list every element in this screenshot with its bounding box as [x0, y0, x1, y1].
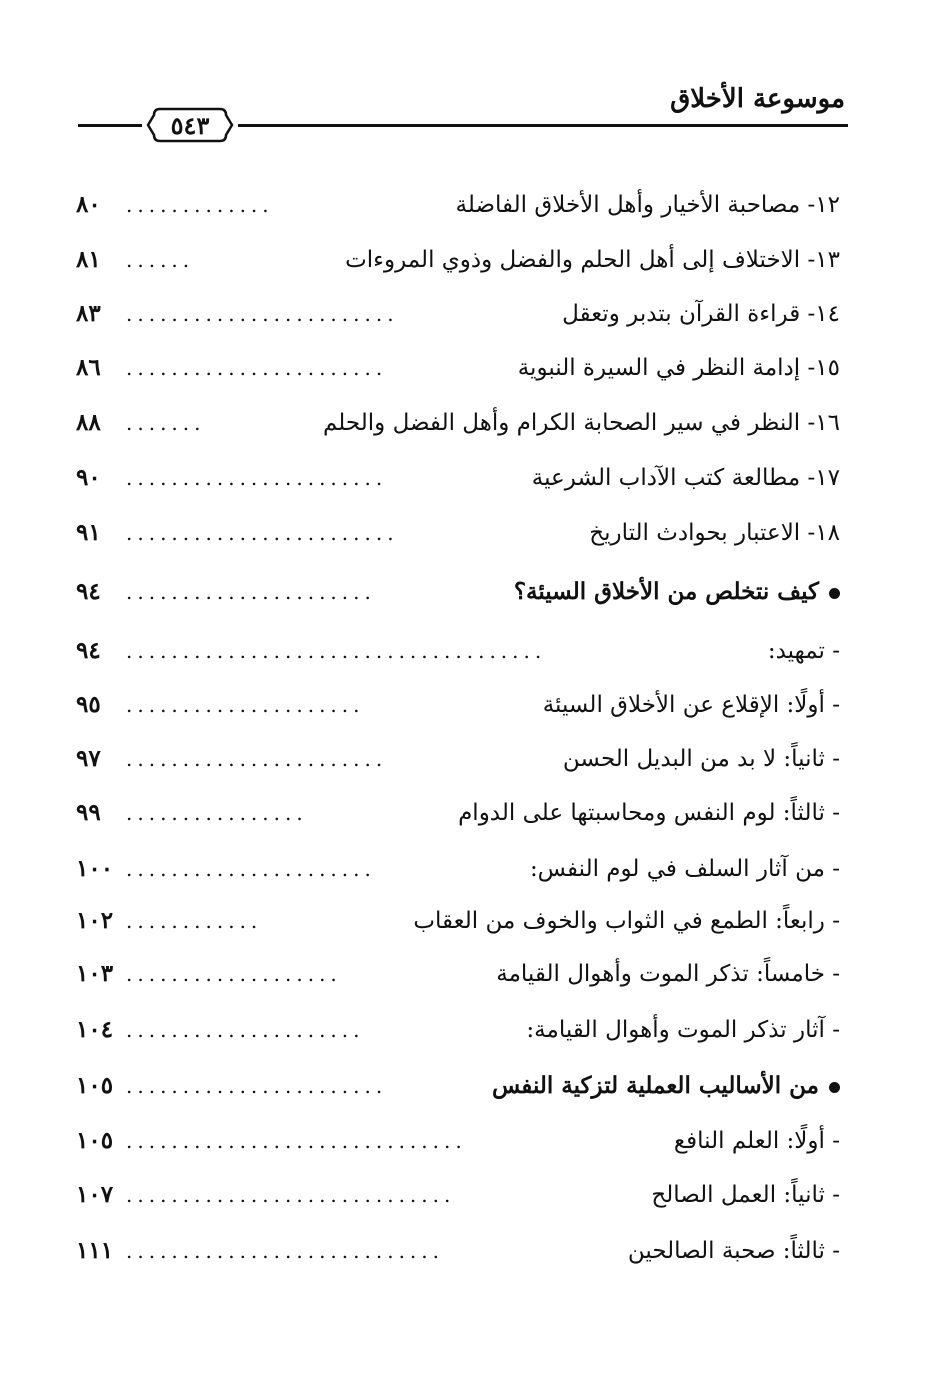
toc-section-label: من الأساليب العملية لتزكية النفس — [492, 1064, 840, 1108]
toc-entry — [70, 1119, 840, 1163]
bullet-icon — [829, 1082, 840, 1093]
toc-entry-page: ٨١ — [76, 246, 101, 273]
toc-entry-page: ١٠٥ — [76, 1127, 114, 1154]
toc-entry-page: ٩١ — [76, 519, 101, 546]
toc-entry-page: ٨٨ — [76, 409, 101, 436]
toc-entry-page: ١٠٧ — [76, 1181, 114, 1208]
book-title: موسوعة الأخلاق — [670, 84, 845, 114]
toc-section-heading — [70, 1064, 840, 1108]
leader-dots: ............................ — [126, 1239, 445, 1263]
leader-dots: ...................... — [126, 857, 376, 881]
toc-entry-label: - ثانياً: لا بد من البديل الحسن — [562, 746, 840, 772]
leader-dots: ....................... — [126, 1074, 388, 1098]
toc-entry-label: ١٧- مطالعة كتب الآداب الشرعية — [531, 465, 840, 491]
toc-entry — [70, 1008, 840, 1052]
toc-entry-page: ٩٤ — [76, 637, 101, 664]
leader-dots: ..................... — [126, 1018, 365, 1042]
leader-dots: ........................ — [126, 521, 399, 545]
leader-dots: ...................... — [126, 580, 376, 604]
toc-entry — [70, 899, 840, 943]
leader-dots: ............................. — [126, 1183, 456, 1207]
toc-entry-label: ١٣- الاختلاف إلى أهل الحلم والفضل وذوي المروءات — [345, 247, 840, 273]
leader-dots: ....................... — [126, 747, 388, 771]
toc-entry-label: - من آثار السلف في لوم النفس: — [529, 856, 840, 882]
toc-entry-label: - ثالثاً: لوم النفس ومحاسبتها على الدوام — [458, 800, 840, 826]
toc-entry-page: ١٠٥ — [76, 1072, 114, 1099]
toc-entry — [70, 1173, 840, 1217]
toc-entry-label: - تمهيد: — [767, 638, 840, 664]
toc-entry — [70, 791, 840, 835]
toc-entry-label: - رابعاً: الطمع في الثواب والخوف من العقاب — [413, 908, 840, 934]
toc-entry-page: ٨٦ — [76, 354, 101, 381]
toc-entry-page: ٩٩ — [76, 799, 101, 826]
toc-entry — [70, 238, 840, 282]
toc-entry-page: ٨٣ — [76, 300, 101, 327]
leader-dots: ....... — [126, 411, 206, 435]
toc-entry-label: - أولًا: العلم النافع — [673, 1128, 840, 1154]
leader-dots: ................... — [126, 962, 342, 986]
toc-entry — [70, 737, 840, 781]
bullet-icon — [829, 588, 840, 599]
leader-dots: ..................... — [126, 693, 365, 717]
toc-entry-label: ١٥- إدامة النظر في السيرة النبوية — [517, 355, 840, 381]
toc-entry — [70, 346, 840, 390]
toc-entry — [70, 183, 840, 227]
toc-entry — [70, 456, 840, 500]
toc-entry-label: - ثالثاً: صحبة الصالحين — [627, 1238, 840, 1264]
toc-entry-page: ١٠٢ — [76, 907, 114, 934]
toc-entry-page: ١٠٣ — [76, 960, 114, 987]
toc-entry-page: ٩٥ — [76, 691, 101, 718]
toc-entry-label: ١٦- النظر في سير الصحابة الكرام وأهل الفضل والحلم — [322, 410, 840, 436]
leader-dots: ...... — [126, 248, 195, 272]
toc-entry-page: ١٠٤ — [76, 1016, 114, 1043]
leader-dots: ............ — [126, 909, 263, 933]
toc-entry — [70, 1229, 840, 1273]
toc-entry-page: ٨٠ — [76, 191, 101, 218]
toc-entry — [70, 952, 840, 996]
toc-entry-page: ١٠٠ — [76, 855, 114, 882]
leader-dots: .............................. — [126, 1129, 467, 1153]
toc-entry-label: ١٨- الاعتبار بحوادث التاريخ — [589, 520, 840, 546]
toc-entry-label: - خامساً: تذكر الموت وأهوال القيامة — [496, 961, 840, 987]
toc-entry-page: ٩٠ — [76, 464, 101, 491]
toc-entry — [70, 292, 840, 336]
toc-entry-page: ٩٧ — [76, 745, 101, 772]
toc-entry — [70, 629, 840, 673]
leader-dots: ..................................... — [126, 639, 547, 663]
leader-dots: ........................ — [126, 302, 399, 326]
toc-entry — [70, 511, 840, 555]
toc-entry — [70, 401, 840, 445]
toc-entry-label: - أولًا: الإقلاع عن الأخلاق السيئة — [542, 692, 840, 718]
toc-entry — [70, 683, 840, 727]
toc-section-label: كيف نتخلص من الأخلاق السيئة؟ — [514, 570, 840, 614]
leader-dots: ....................... — [126, 466, 388, 490]
toc-entry-label: ١٤- قراءة القرآن بتدبر وتعقل — [562, 301, 840, 327]
page-number: ٥٤٣ — [170, 111, 210, 140]
leader-dots: ................ — [126, 801, 308, 825]
toc-entry-label: - ثانياً: العمل الصالح — [651, 1182, 840, 1208]
toc-entry — [70, 847, 840, 891]
toc-entry-page: ٩٤ — [76, 578, 101, 605]
leader-dots: ....................... — [126, 356, 388, 380]
toc-entry-label: - آثار تذكر الموت وأهوال القيامة: — [526, 1017, 840, 1043]
toc-entry-label: ١٢- مصاحبة الأخيار وأهل الأخلاق الفاضلة — [455, 192, 840, 218]
toc-section-heading — [70, 570, 840, 614]
toc-entry-page: ١١١ — [76, 1237, 114, 1264]
leader-dots: ............. — [126, 193, 274, 217]
